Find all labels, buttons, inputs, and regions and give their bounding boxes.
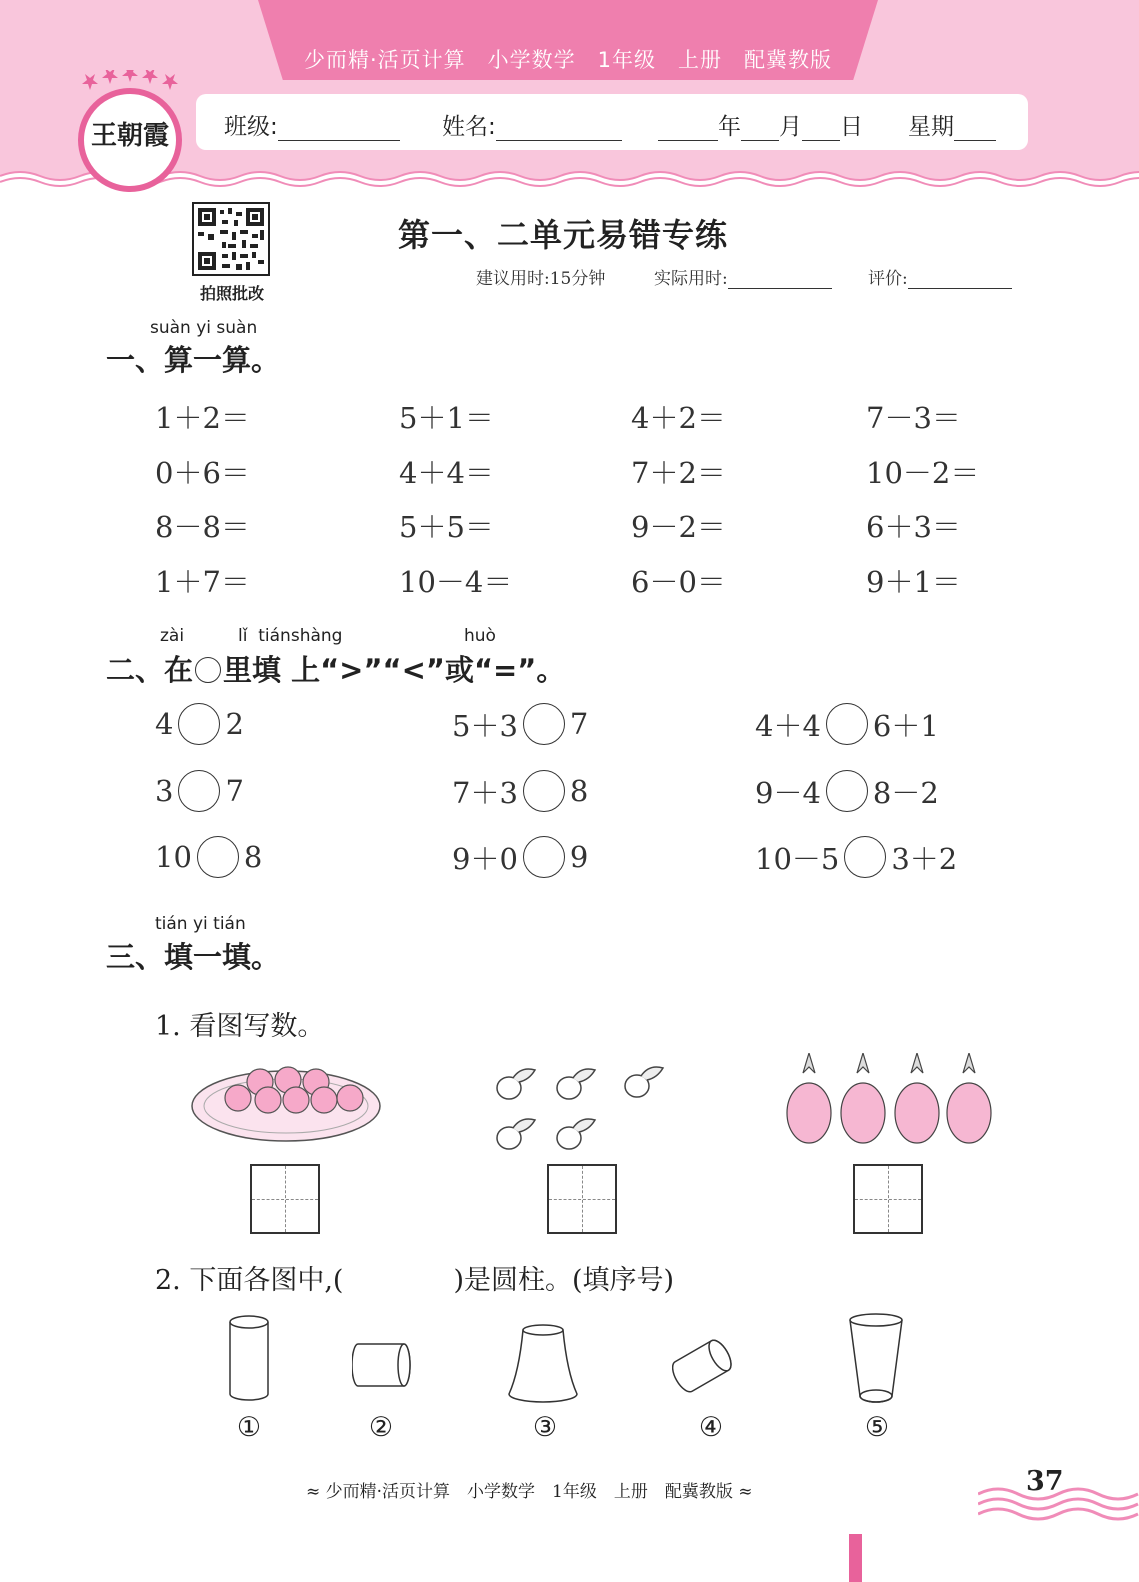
question-1: 1. 看图写数。 bbox=[155, 1011, 325, 1042]
section1-pinyin: suàn yi suàn bbox=[150, 318, 258, 338]
suggested-time: 建议用时:15分钟 bbox=[476, 269, 606, 289]
pineapple-group-icon bbox=[783, 1053, 995, 1145]
footer-text: ≈ 少而精·活页计算 小学数学 1年级 上册 配冀教版 ≈ bbox=[306, 1482, 753, 1502]
answer-circle[interactable] bbox=[826, 770, 868, 812]
horizontal-cylinder-icon bbox=[352, 1340, 416, 1390]
section2-heading bbox=[106, 648, 565, 689]
compare-right: 6＋1 bbox=[872, 708, 939, 743]
question-2 bbox=[155, 1258, 674, 1297]
name-label: 姓名: bbox=[442, 114, 496, 140]
compare-right: 3＋2 bbox=[891, 841, 958, 876]
cylinder-icon bbox=[226, 1312, 272, 1404]
compare-item bbox=[755, 770, 939, 812]
compare-item bbox=[452, 836, 588, 878]
compare-right: 2 bbox=[225, 707, 244, 741]
compare-item bbox=[452, 770, 588, 812]
expr: 5＋5＝ bbox=[399, 510, 494, 544]
answer-box-radishes[interactable] bbox=[547, 1164, 617, 1234]
compare-item bbox=[755, 703, 939, 745]
pinyin-zai: zài bbox=[160, 626, 185, 646]
logo-text: 王朝霞 bbox=[90, 121, 169, 151]
answer-box-peaches[interactable] bbox=[250, 1164, 320, 1234]
compare-left: 7＋3 bbox=[452, 775, 518, 810]
shape-label: ① bbox=[236, 1412, 262, 1443]
answer-circle[interactable] bbox=[197, 836, 239, 878]
expr: 7－3＝ bbox=[866, 401, 961, 435]
compare-right: 7 bbox=[225, 774, 244, 808]
compare-left: 9＋0 bbox=[452, 841, 518, 876]
section2-heading-post: 里填 上“>”“<”或“=”。 bbox=[223, 653, 566, 687]
answer-circle[interactable] bbox=[178, 703, 220, 745]
expr: 8－8＝ bbox=[155, 510, 250, 544]
compare-left: 10 bbox=[155, 840, 192, 874]
header-wave-border bbox=[0, 168, 1139, 198]
class-field[interactable] bbox=[224, 108, 400, 141]
actual-time-label: 实际用时: bbox=[654, 269, 728, 289]
frustum-icon bbox=[846, 1310, 906, 1406]
expr: 1＋7＝ bbox=[155, 565, 250, 599]
compare-item bbox=[155, 703, 244, 745]
pinyin-huo: huò bbox=[464, 626, 496, 646]
expr: 9＋1＝ bbox=[866, 565, 961, 599]
logo-stars-icon bbox=[80, 70, 180, 100]
qr-code-icon[interactable] bbox=[192, 202, 270, 276]
section3-pinyin: tián yi tián bbox=[155, 914, 246, 934]
compare-left: 3 bbox=[155, 774, 174, 808]
answer-circle[interactable] bbox=[523, 703, 565, 745]
expr: 1＋2＝ bbox=[155, 401, 250, 435]
compare-right: 9 bbox=[569, 840, 589, 874]
compare-right: 8－2 bbox=[872, 775, 939, 810]
expr: 7＋2＝ bbox=[631, 456, 726, 490]
date-field[interactable] bbox=[658, 108, 863, 141]
expr: 0＋6＝ bbox=[155, 456, 250, 490]
compare-item bbox=[755, 836, 957, 878]
page-edge-tab bbox=[849, 1534, 862, 1582]
series-title: 少而精·活页计算 小学数学 1年级 上册 配冀教版 bbox=[303, 48, 833, 72]
shape-label: ⑤ bbox=[864, 1412, 890, 1443]
year-label: 年 bbox=[718, 114, 741, 140]
evaluation-label: 评价: bbox=[868, 269, 908, 289]
month-label: 月 bbox=[779, 114, 802, 140]
section2-heading-pre: 二、在 bbox=[106, 653, 194, 687]
expr: 9－2＝ bbox=[631, 510, 726, 544]
compare-right: 7 bbox=[569, 707, 589, 741]
compare-left: 4 bbox=[155, 707, 174, 741]
compare-right: 8 bbox=[243, 840, 263, 874]
compare-left: 4＋4 bbox=[755, 708, 821, 743]
page-number: 37 bbox=[1026, 1466, 1064, 1497]
radish-group-icon bbox=[485, 1058, 685, 1158]
expr: 4＋2＝ bbox=[631, 401, 726, 435]
answer-circle[interactable] bbox=[523, 770, 565, 812]
expr: 10－4＝ bbox=[399, 565, 513, 599]
answer-circle[interactable] bbox=[178, 770, 220, 812]
weekday-field[interactable] bbox=[908, 108, 996, 141]
expr: 6＋3＝ bbox=[866, 510, 961, 544]
expr: 4＋4＝ bbox=[399, 456, 494, 490]
answer-circle[interactable] bbox=[826, 703, 868, 745]
name-field[interactable] bbox=[442, 108, 622, 141]
compare-item bbox=[155, 836, 262, 878]
question-2-pre: 2. 下面各图中,( bbox=[155, 1265, 344, 1296]
actual-time-field[interactable] bbox=[654, 264, 832, 289]
expr: 6－0＝ bbox=[631, 565, 726, 599]
tilted-cylinder-icon bbox=[672, 1328, 742, 1398]
shape-label: ④ bbox=[698, 1412, 724, 1443]
page-title: 第一、二单元易错专练 bbox=[398, 216, 729, 254]
compare-item bbox=[452, 703, 588, 745]
compare-left: 5＋3 bbox=[452, 708, 518, 743]
compare-left: 10－5 bbox=[755, 841, 840, 876]
shape-label: ② bbox=[368, 1412, 394, 1443]
expr: 5＋1＝ bbox=[399, 401, 494, 435]
peach-plate-icon bbox=[190, 1060, 382, 1144]
shape-label: ③ bbox=[532, 1412, 558, 1443]
section3-heading: 三、填一填。 bbox=[106, 940, 281, 974]
qr-label: 拍照批改 bbox=[199, 284, 264, 303]
day-label: 日 bbox=[840, 114, 863, 140]
compare-item bbox=[155, 770, 244, 812]
pinyin-li-tianshang: lǐ tiánshàng bbox=[238, 626, 343, 646]
weekday-label: 星期 bbox=[908, 114, 954, 140]
vase-shape-icon bbox=[505, 1322, 581, 1408]
compare-right: 8 bbox=[569, 774, 589, 808]
section1-heading: 一、算一算。 bbox=[106, 343, 281, 377]
class-label: 班级: bbox=[224, 114, 278, 140]
circle-icon bbox=[195, 657, 221, 683]
answer-circle[interactable] bbox=[844, 836, 886, 878]
answer-circle[interactable] bbox=[523, 836, 565, 878]
compare-left: 9－4 bbox=[755, 775, 821, 810]
evaluation-field[interactable] bbox=[868, 264, 1012, 289]
expr: 10－2＝ bbox=[866, 456, 980, 490]
question-2-post: )是圆柱。(填序号) bbox=[453, 1265, 675, 1296]
answer-box-pineapples[interactable] bbox=[853, 1164, 923, 1234]
